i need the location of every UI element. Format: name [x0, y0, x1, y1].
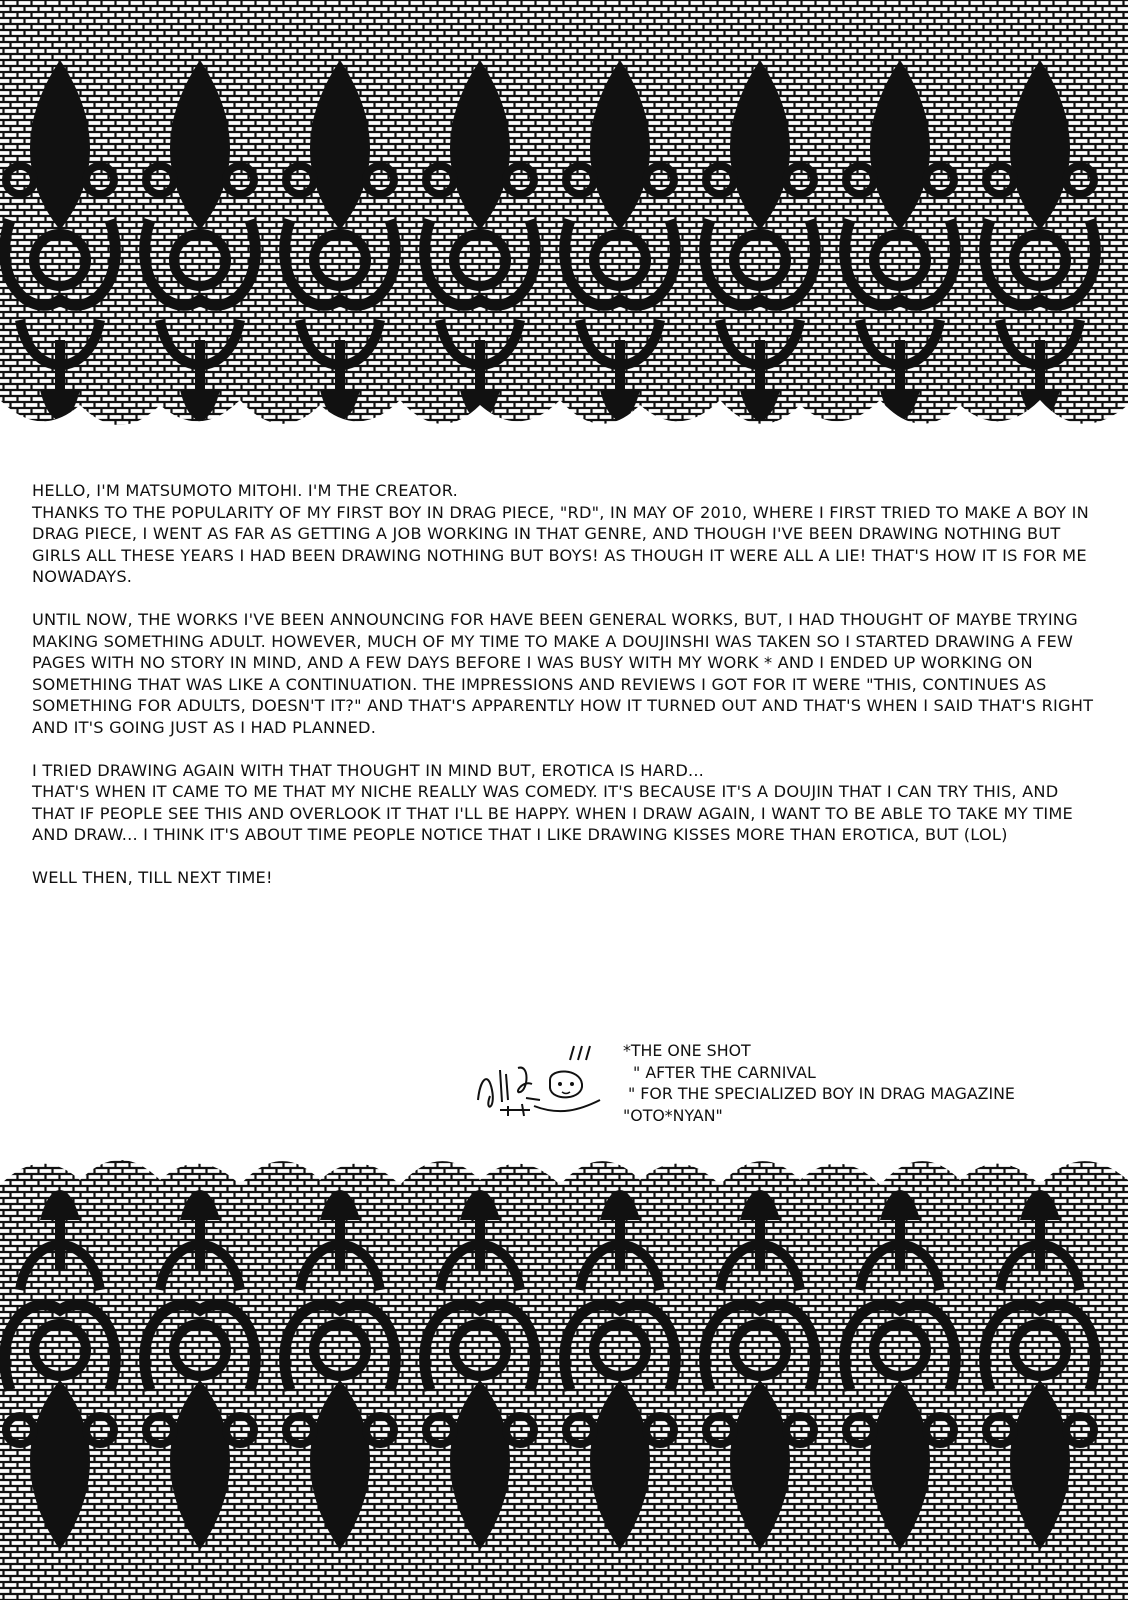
footnote-line: " AFTER THE CARNIVAL [623, 1062, 816, 1082]
lace-border-bottom [0, 1150, 1128, 1600]
afterword-paragraph: HELLO, I'M MATSUMOTO MITOHI. I'M THE CREATOR. THANKS TO THE POPULARITY OF MY FIRST BOY IN DRAG PIECE, "RD", IN MAY OF 2010, WHERE I FIRST TRIED TO MAKE A BOY IN DRAG PIECE, I WENT AS FAR AS GETTING A JOB WORKING IN THAT GENRE, AND THOUGH I'VE BEEN DRAWING NOTHING BUT GIRLS ALL THESE YEARS I HAD BEEN DRAWING NOTHING BUT BOYS! AS THOUGH IT WERE ALL A LIE! THAT'S HOW IT IS FOR ME NOWADAYS. [32, 481, 1089, 587]
afterword-text [32, 480, 1102, 910]
footnote-line: "OTO*NYAN" [623, 1105, 723, 1125]
footnote-line: *THE ONE SHOT [623, 1041, 751, 1060]
afterword-closing: WELL THEN, TILL NEXT TIME! [32, 867, 273, 887]
lace-pattern-top-icon [0, 0, 1128, 440]
lace-pattern-bottom-icon [0, 1150, 1128, 1600]
signature-scribble-icon [470, 1040, 620, 1120]
afterword-paragraph: UNTIL NOW, THE WORKS I'VE BEEN ANNOUNCING FOR HAVE BEEN GENERAL WORKS, BUT, I HAD THOUGHT OF MAYBE TRYING MAKING SOMETHING ADULT. HOWEVER, MUCH OF MY TIME TO MAKE A DOUJINSHI WAS TAKEN SO I STARTED DRAWING A FEW PAGES WITH NO STORY IN MIND, AND A FEW DAYS BEFORE I WAS BUSY WITH MY WORK * AND I ENDED UP WORKING ON SOMETHING THAT WAS LIKE A CONTINUATION. THE IMPRESSIONS AND REVIEWS I GOT FOR IT WERE "THIS, CONTINUES AS SOMETHING FOR ADULTS, DOESN'T IT?" AND THAT'S APPARENTLY HOW IT TURNED OUT AND THAT'S WHEN I SAID THAT'S RIGHT AND IT'S GOING JUST AS I HAD PLANNED. [32, 609, 1094, 737]
afterword-paragraph: I TRIED DRAWING AGAIN WITH THAT THOUGHT IN MIND BUT, EROTICA IS HARD... THAT'S WHEN IT CAME TO ME THAT MY NICHE REALLY WAS COMEDY. IT'S BECAUSE IT'S A DOUJIN THAT I CAN TRY THIS, AND THAT IF PEOPLE SEE THIS AND OVERLOOK IT THAT I'LL BE HAPPY. WHEN I DRAW AGAIN, I WANT TO BE ABLE TO TAKE MY TIME AND DRAW... I THINK IT'S ABOUT TIME PEOPLE NOTICE THAT I LIKE DRAWING KISSES MORE THAN EROTICA, BUT (LOL) [32, 760, 1073, 845]
author-signature [470, 1040, 620, 1120]
footnote [623, 1040, 1103, 1126]
lace-border-top [0, 0, 1128, 440]
footnote-line: " FOR THE SPECIALIZED BOY IN DRAG MAGAZINE [623, 1084, 1015, 1103]
